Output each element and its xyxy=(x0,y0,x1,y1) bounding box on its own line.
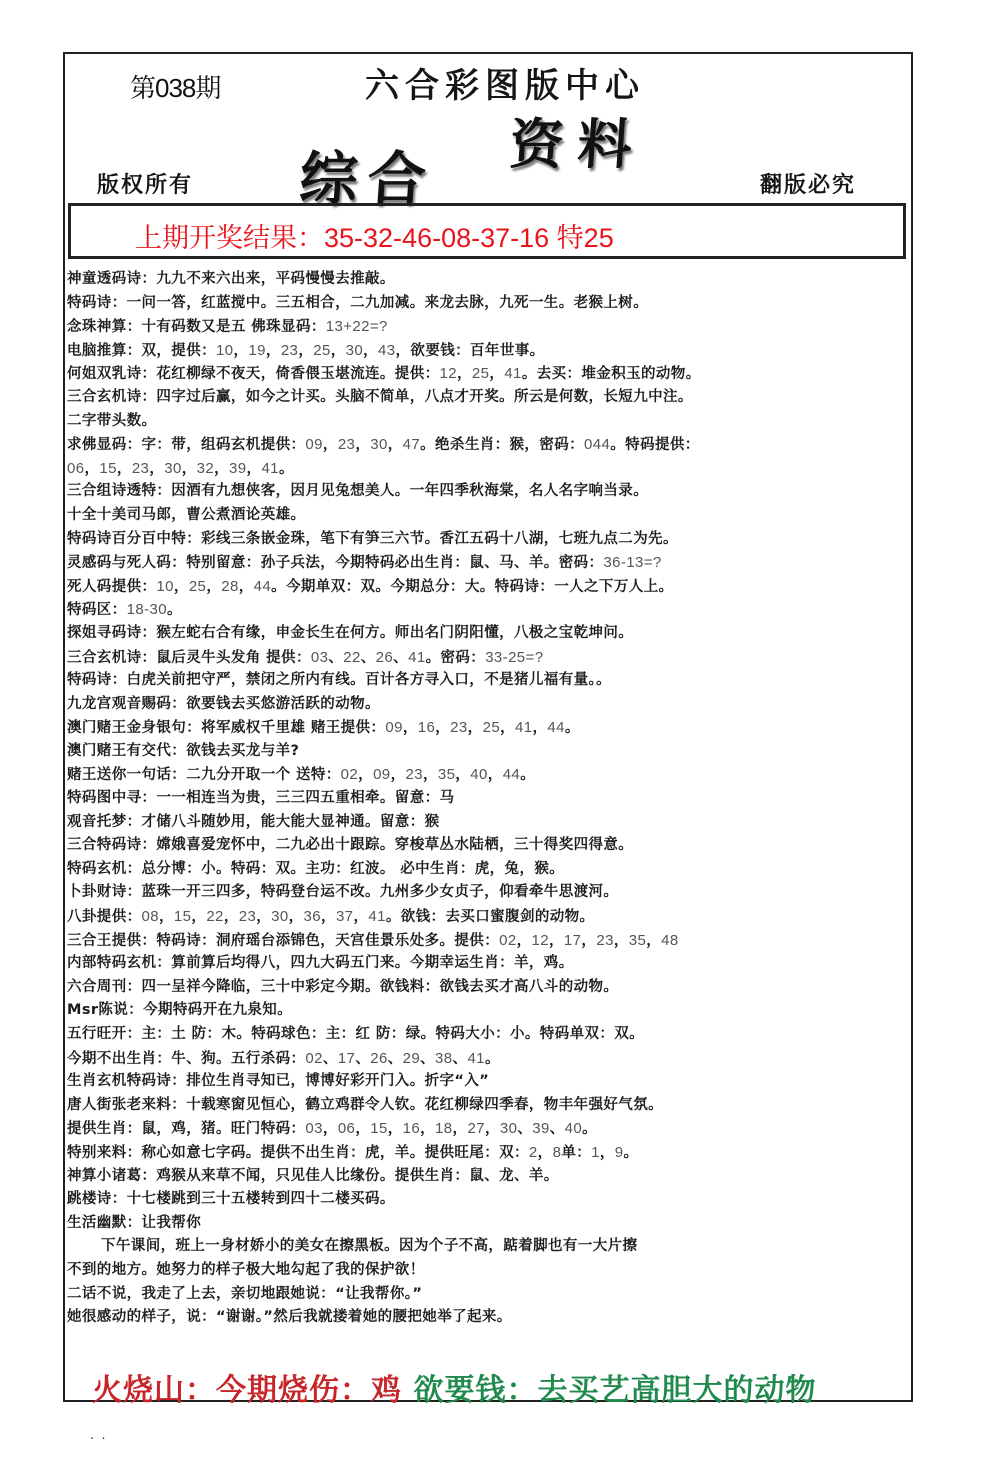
content-line: 神童透码诗：九九不来六出来，平码慢慢去推敲。 xyxy=(67,271,395,287)
number-text: 15 xyxy=(99,459,117,477)
number-text: 29 xyxy=(402,1049,421,1067)
number-text: 33-25=? xyxy=(485,648,544,666)
number-text: 22 xyxy=(343,648,361,666)
number-text: 41 xyxy=(514,719,533,737)
number-text: 28 xyxy=(221,577,239,595)
content-line: 特别来料：称心如意七字码。提供不出生肖：虎，羊。提供旺尾：双：2，8单：1，9。 xyxy=(67,1143,639,1161)
number-text: 35 xyxy=(437,766,456,784)
number-text: 48 xyxy=(661,931,679,949)
number-text: 02 xyxy=(499,931,517,949)
main-title-part1: 综合 xyxy=(297,145,439,213)
number-text: 30 xyxy=(499,1120,518,1138)
footer-dots: . . xyxy=(90,1428,108,1442)
content-line: 三合组诗透特：因酒有九想侠客，因月见兔想美人。一年四季秋海棠，名人名字响当录。 xyxy=(67,483,649,500)
last-result-special: 特25 xyxy=(556,223,614,253)
number-text: 40 xyxy=(470,766,488,784)
content-line: 澳门赌王有交代：欲钱去买龙与羊? xyxy=(67,742,300,759)
content-line: 赌王送你一句话：二九分开取一个 送特：02，09，23，35，40，44。 xyxy=(67,766,536,784)
number-text: 22 xyxy=(206,908,224,926)
content-line: 内部特码玄机：算前算后均得八，四九大码五门来。今期幸运生肖：羊，鸡。 xyxy=(67,955,574,972)
number-text: 30 xyxy=(271,908,289,926)
number-text: 18-30 xyxy=(126,601,167,619)
number-text: 17 xyxy=(337,1049,356,1067)
number-text: 02 xyxy=(305,1049,323,1067)
bottom-banner xyxy=(92,1365,816,1409)
number-text: 12 xyxy=(439,365,457,383)
number-text: 37 xyxy=(335,908,354,926)
number-text: 23 xyxy=(280,341,299,359)
number-text: 044 xyxy=(584,436,611,454)
content-line: 探姐寻码诗：猴左蛇右合有缘，申金长生在何方。师出名门阴阳懂，八极之宝乾坤问。 xyxy=(67,624,634,641)
number-text: 32 xyxy=(196,459,215,477)
last-result xyxy=(135,216,614,255)
content-line: 十全十美司马郎，曹公煮酒论英雄。 xyxy=(67,506,306,523)
number-text: 16 xyxy=(417,719,436,737)
copyright-right: 翻版必究 xyxy=(760,172,857,198)
number-text: 30 xyxy=(345,341,364,359)
content-line: 她很感动的样子，说：“谢谢。”然后我就搂着她的腰把她举了起来。 xyxy=(67,1309,512,1326)
content-line: 跳楼诗：十七楼跳到三十五楼转到四十二楼买码。 xyxy=(67,1191,395,1208)
number-text: 23 xyxy=(450,719,468,737)
number-text: 25 xyxy=(471,365,490,383)
number-text: 09 xyxy=(373,766,391,784)
number-text: 36-13=? xyxy=(603,554,662,572)
number-text: 27 xyxy=(467,1120,485,1138)
number-text: 25 xyxy=(313,341,331,359)
number-text: 15 xyxy=(370,1120,388,1138)
last-result-numbers: 35-32-46-08-37-16 xyxy=(324,223,550,253)
number-text: 23 xyxy=(405,766,423,784)
content-line: 五行旺开：主：土 防：木。特码球色：主：红 防：绿。特码大小：小。特码单双：双。 xyxy=(67,1026,645,1042)
content-line: 不到的地方。她努力的样子极大地勾起了我的保护欲！ xyxy=(67,1261,425,1278)
content-line: 三合玄机诗：鼠后灵牛头发角 提供：03、22、26、41。密码：33-25=? xyxy=(67,648,544,666)
content-line: 灵感码与死人码：特别留意：孙子兵法，今期特码必出生肖：鼠、马、羊。密码：36-13=? xyxy=(67,554,662,572)
number-text: 9 xyxy=(614,1143,624,1161)
content-line: 三合特码诗：嫦娥喜爱宠怀中，二九必出十跟踪。穿梭草丛水陆栖，三十得奖四得意。 xyxy=(67,837,634,854)
number-text: 18 xyxy=(435,1120,453,1138)
number-text: 25 xyxy=(482,719,501,737)
content-line: 六合周刊：四一呈祥今降临，三十中彩定今期。欲钱料：欲钱去买才高八斗的动物。 xyxy=(67,978,619,995)
content-line: 三合王提供：特码诗：洞府瑶台添锦色，天宫佳景乐处多。提供：02，12，17，23，35，48 xyxy=(67,931,679,949)
number-text: 44 xyxy=(547,719,565,737)
main-title-part2: 资料 xyxy=(507,112,648,176)
number-text: 2 xyxy=(528,1143,538,1161)
number-text: 23 xyxy=(238,908,257,926)
number-text: 1 xyxy=(591,1143,600,1161)
content-line: 二字带头数。 xyxy=(67,412,157,429)
number-text: 8 xyxy=(552,1143,562,1161)
number-text: 44 xyxy=(253,577,272,595)
content-line: 提供生肖：鼠，鸡，猪。旺门特码：03，06，15，16，18，27，30、39、40。 xyxy=(67,1120,598,1138)
number-text: 17 xyxy=(563,931,582,949)
number-text: 10 xyxy=(156,577,174,595)
content-line: 八卦提供：08，15，22，23，30，36，37，41。欲钱：去买口蜜腹剑的动物。 xyxy=(67,908,595,926)
content-line: 生肖玄机特码诗：排位生肖寻知已，博博好彩开门入。折字“入” xyxy=(67,1073,490,1090)
publisher-title: 六合彩图版中心 xyxy=(365,66,645,106)
number-text: 30 xyxy=(370,436,388,454)
content-line: 特码诗：一问一答，红蓝搅中。三五相合，二九加减。来龙去脉，九死一生。老猴上树。 xyxy=(67,294,649,311)
content-line: 神算小诸葛：鸡猴从来草不闻，只见佳人比缘份。提供生肖：鼠、龙、羊。 xyxy=(67,1167,559,1184)
number-text: 41 xyxy=(368,908,386,926)
number-text: 03 xyxy=(305,1120,323,1138)
content-line: 二话不说，我走了上去，亲切地跟她说：“让我帮你。” xyxy=(67,1285,423,1302)
content-lines xyxy=(67,268,912,1330)
issue-number: 第038期 xyxy=(130,73,221,103)
number-text: 23 xyxy=(131,459,150,477)
content-line: 念珠神算：十有码数又是五 佛珠显码：13+22=? xyxy=(67,318,388,336)
number-text: 25 xyxy=(188,577,207,595)
number-text: 23 xyxy=(596,931,614,949)
number-text: 39 xyxy=(229,459,247,477)
number-text: 12 xyxy=(531,931,550,949)
content-line: 特码区：18-30。 xyxy=(67,601,182,619)
content-line: 三合玄机诗：四字过后赢，如今之计买。头脑不简单，八点才开奖。所云是何数，长短九中注。 xyxy=(67,388,693,405)
number-text: 15 xyxy=(173,908,192,926)
number-text: 03 xyxy=(310,648,329,666)
number-text: 26 xyxy=(375,648,394,666)
content-line: 特码诗：白虎关前把守严，禁闭之所内有线。百计各方寻入口，不是猪儿福有量。。 xyxy=(67,672,612,689)
content-line: 生活幽默：让我帮你 xyxy=(67,1214,202,1231)
number-text: 23 xyxy=(337,436,356,454)
number-text: 09 xyxy=(385,719,403,737)
banner-green-text: 欲要钱：去买艺高胆大的动物 xyxy=(413,1373,817,1408)
number-text: 41 xyxy=(408,648,426,666)
content-line: 电脑推算：双，提供：10，19，23，25，30，43，欲要钱：百年世事。 xyxy=(67,341,545,359)
number-text: 06 xyxy=(67,459,85,477)
content-line: 求佛显码：字：带，组码玄机提供：09，23，30，47。绝杀生肖：猴，密码：044。特码提供： xyxy=(67,436,700,454)
number-text: 16 xyxy=(402,1120,421,1138)
content-line: 死人码提供：10，25，28，44。今期单双：双。今期总分：大。特码诗：一人之下万人上。 xyxy=(67,577,674,595)
number-text: 44 xyxy=(502,766,521,784)
content-line: 今期不出生肖：牛、狗。五行杀码：02、17、26、29、38、41。 xyxy=(67,1049,500,1067)
number-text: 26 xyxy=(370,1049,388,1067)
content-line: 下午课间，班上一身材娇小的美女在擦黑板。因为个子不高，踮着脚也有一大片擦 xyxy=(101,1238,638,1255)
number-text: 41 xyxy=(261,459,279,477)
content-line: 九龙宫观音赐码：欲要钱去买悠游活跃的动物。 xyxy=(67,695,380,712)
number-text: 08 xyxy=(141,908,159,926)
last-result-label: 上期开奖结果： xyxy=(135,223,324,253)
number-text: 38 xyxy=(435,1049,453,1067)
number-text: 10 xyxy=(216,341,234,359)
number-text: 30 xyxy=(164,459,182,477)
number-text: 13+22=? xyxy=(325,318,388,336)
banner-red-text: 火烧山：今期烧伤：鸡 xyxy=(92,1373,402,1408)
content-line: 唐人街张老来料：十载寒窗见恒心，鹤立鸡群令人钦。花红柳绿四季春，物丰年强好气氛。 xyxy=(67,1096,663,1113)
content-line: 06，15，23，30，32，39，41。 xyxy=(67,459,294,477)
number-text: 09 xyxy=(305,436,323,454)
content-line: 何姐双乳诗：花红柳绿不夜天，倚香偎玉堪流连。提供：12，25，41。去买：堆金积玉的动物。 xyxy=(67,365,701,383)
content-line: 特码诗百分百中特：彩线三条嵌金珠，笔下有笋三六节。香江五码十八湖，七班九点二为先。 xyxy=(67,530,678,547)
content-line: 观音托梦：才储八斗随妙用，能大能大显神通。留意：猴 xyxy=(67,813,440,830)
number-text: 41 xyxy=(467,1049,485,1067)
content-line: Msr陈说：今期特码开在九泉知。 xyxy=(67,1002,293,1019)
number-text: 02 xyxy=(340,766,359,784)
copyright-left: 版权所有 xyxy=(97,172,194,198)
content-line: 特码玄机：总分博：小。特码：双。主功：红波。 必中生肖：虎，兔，猴。 xyxy=(67,860,565,877)
number-text: 43 xyxy=(378,341,396,359)
number-text: 39 xyxy=(532,1120,550,1138)
content-line: 特码图中寻：一一相连当为贵，三三四五重相牵。留意：马 xyxy=(67,790,455,807)
content-line: 卜卦财诗：蓝珠一开三四多，特码登台运不改。九州多少女贞子，仰看牵牛思渡河。 xyxy=(67,884,619,901)
number-text: 19 xyxy=(248,341,266,359)
number-text: 36 xyxy=(303,908,322,926)
number-text: 40 xyxy=(564,1120,583,1138)
content-line: 澳门赌王金身银句：将军威权千里雄 赌王提供：09，16，23，25，41，44。 xyxy=(67,719,580,737)
number-text: 41 xyxy=(504,365,522,383)
number-text: 06 xyxy=(337,1120,356,1138)
number-text: 35 xyxy=(628,931,647,949)
number-text: 47 xyxy=(402,436,421,454)
